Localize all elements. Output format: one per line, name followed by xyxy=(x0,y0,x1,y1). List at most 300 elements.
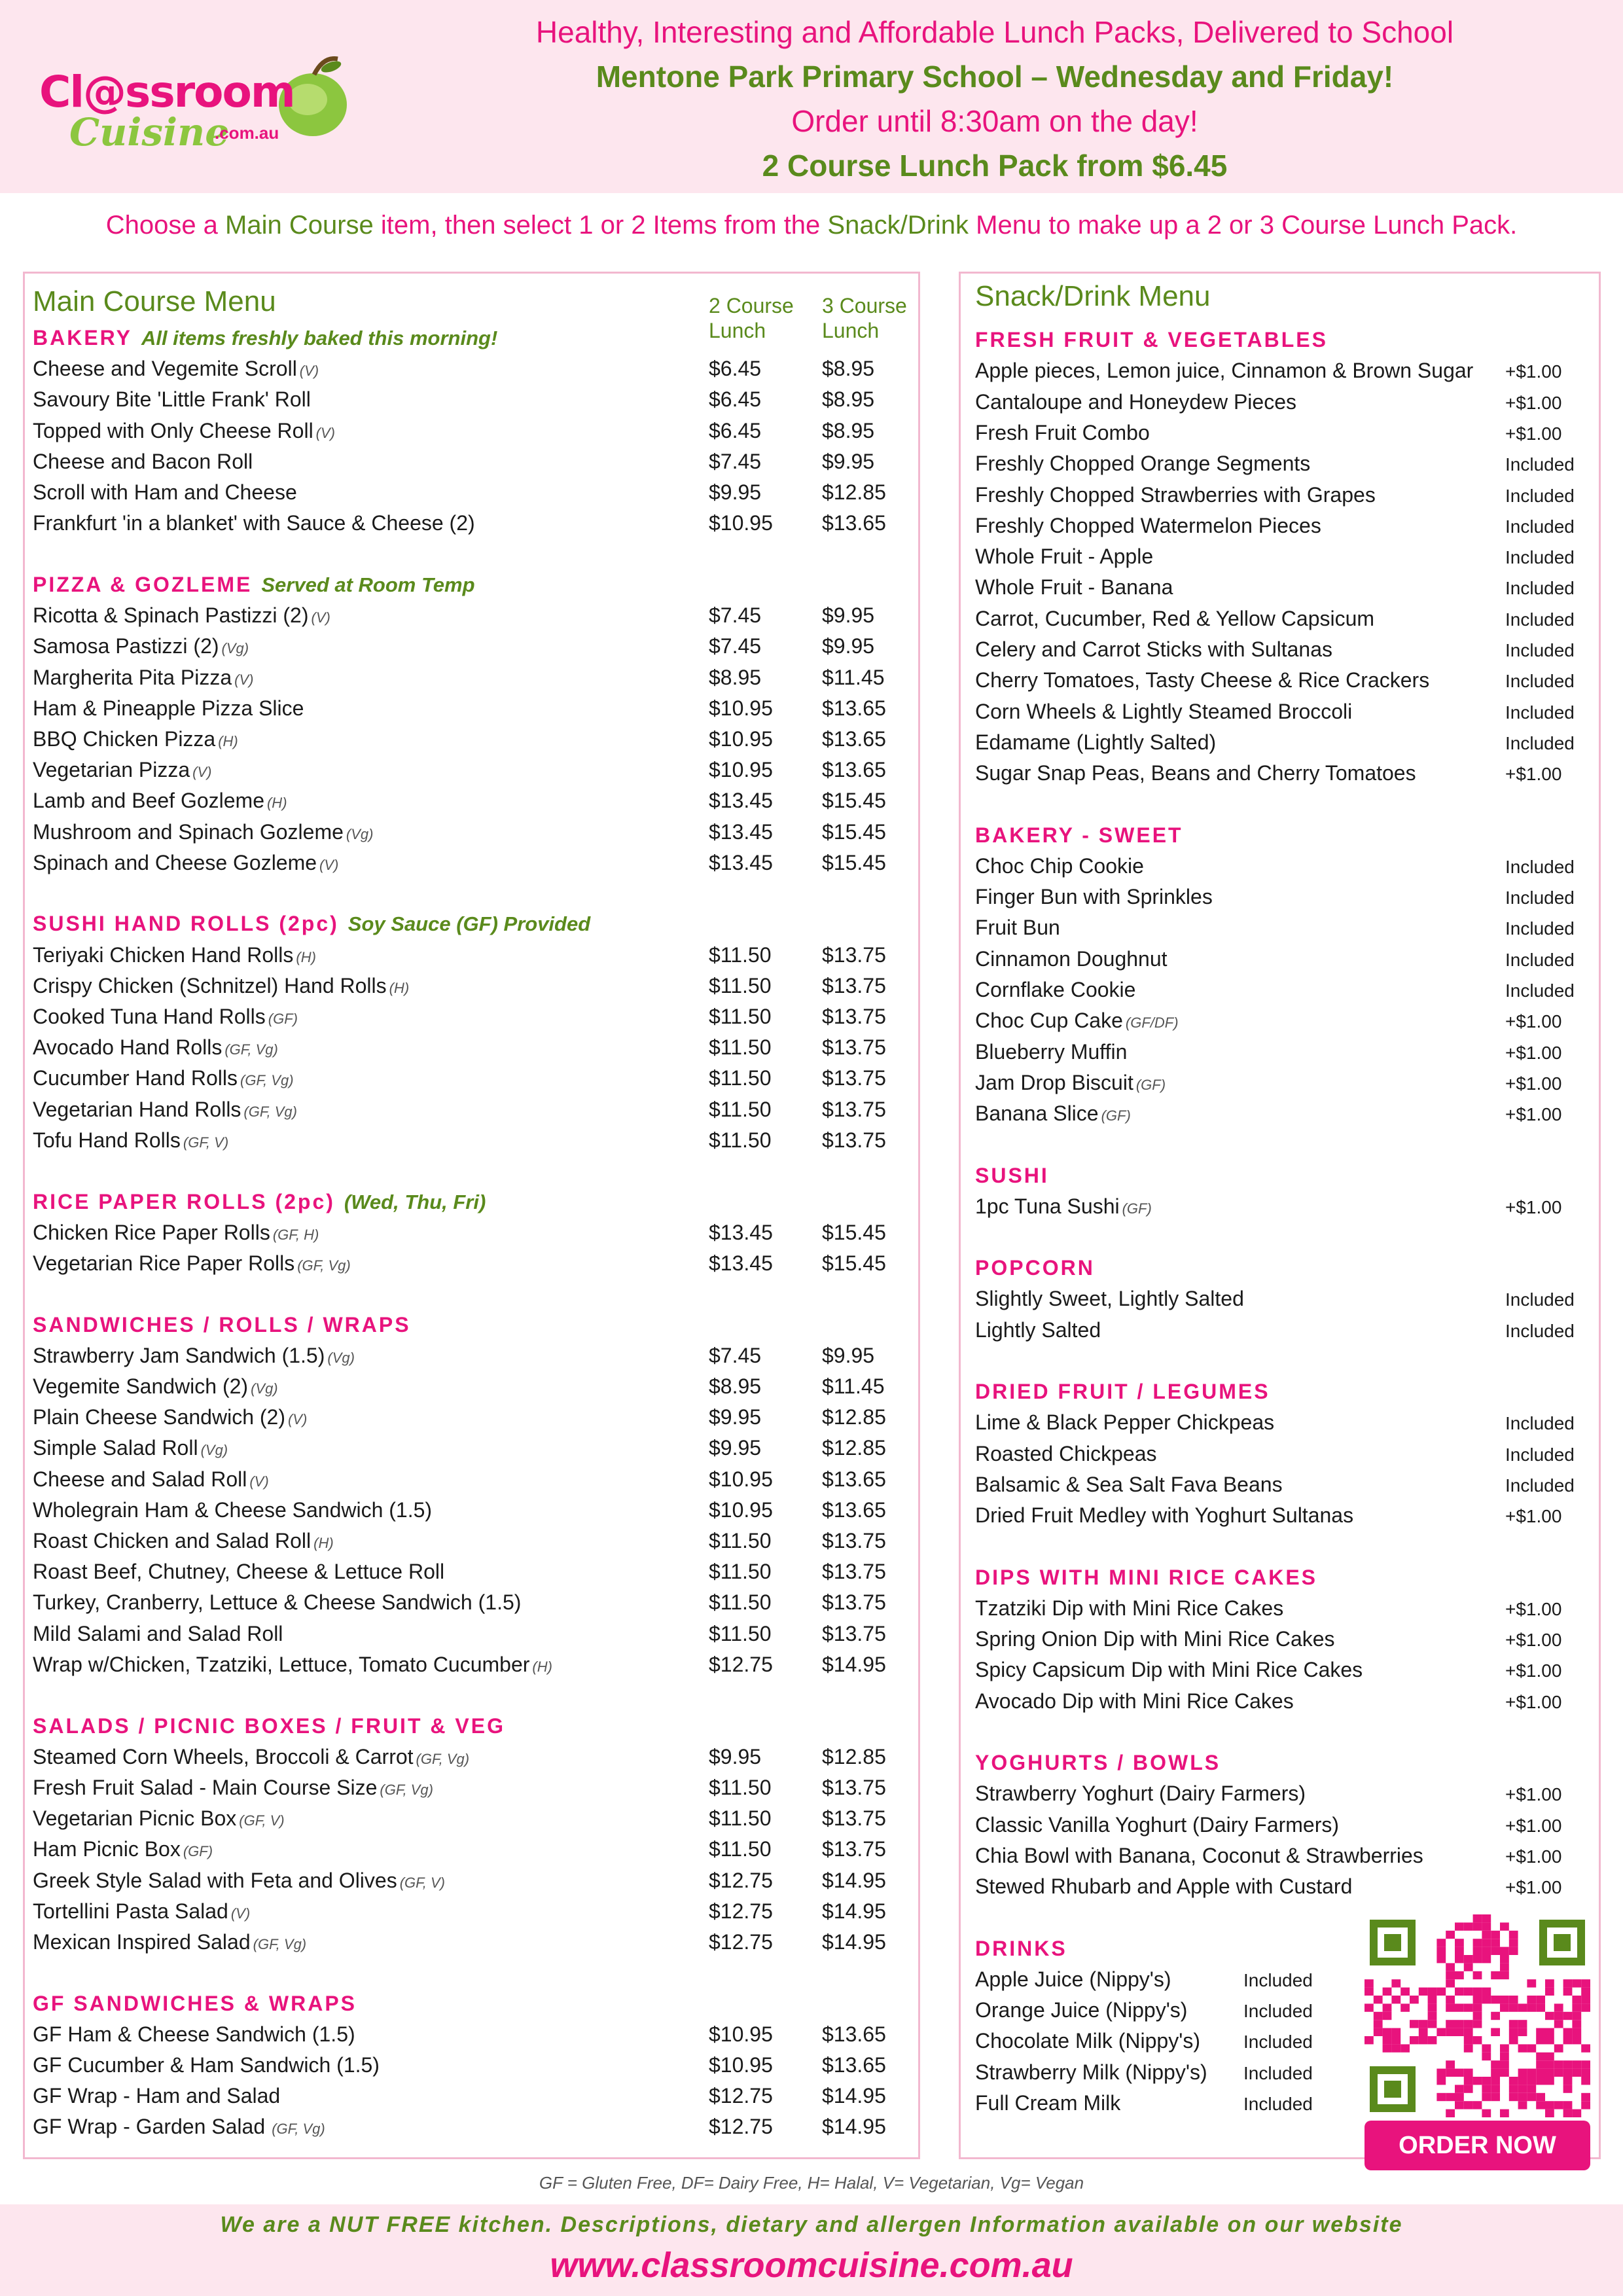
section-note: (Wed, Thu, Fri) xyxy=(344,1190,486,1213)
menu-item[interactable] xyxy=(33,387,910,418)
menu-item-name xyxy=(975,1813,1339,1837)
menu-item-name xyxy=(975,1658,1363,1682)
menu-item[interactable] xyxy=(33,820,910,850)
menu-item-label: Mushroom and Spinach Gozleme xyxy=(33,819,344,844)
menu-item[interactable] xyxy=(975,483,1590,513)
menu-item[interactable] xyxy=(33,1653,910,1683)
menu-item[interactable] xyxy=(33,2084,910,2114)
menu-item[interactable] xyxy=(975,575,1590,605)
price-2-course: $12.75 xyxy=(709,1652,773,1676)
menu-item-name xyxy=(33,387,311,412)
qr-module xyxy=(1491,2085,1500,2092)
qr-module xyxy=(1572,2020,1581,2028)
qr-module xyxy=(1518,2101,1527,2109)
menu-item[interactable] xyxy=(33,1467,910,1498)
price-3-course: $13.75 xyxy=(822,1806,886,1831)
item-price: Included xyxy=(1505,547,1575,568)
qr-module xyxy=(1464,2020,1473,2028)
qr-module xyxy=(1581,2003,1590,2011)
menu-item[interactable] xyxy=(33,1930,910,1960)
menu-item[interactable] xyxy=(975,545,1590,575)
qr-module xyxy=(1500,1922,1509,1930)
section-heading xyxy=(975,1751,1221,1775)
dietary-tag: (V) xyxy=(192,764,212,781)
menu-item-name xyxy=(33,2115,325,2139)
dietary-tag: (V) xyxy=(319,856,339,873)
menu-item[interactable] xyxy=(33,1221,910,1251)
menu-item-label: Spring Onion Dip with Mini Rice Cakes xyxy=(975,1627,1335,1651)
menu-item[interactable] xyxy=(975,1844,1590,1874)
order-now-button[interactable]: ORDER NOW xyxy=(1364,2121,1590,2170)
dietary-tag: (GF, Vg) xyxy=(416,1750,470,1767)
dietary-tag: (GF, Vg) xyxy=(297,1257,351,1274)
section-heading xyxy=(975,1566,1317,1590)
qr-module xyxy=(1428,1988,1437,1996)
qr-module xyxy=(1509,2020,1518,2028)
item-price: +$1.00 xyxy=(1505,764,1562,785)
menu-item-label: Roasted Chickpeas xyxy=(975,1441,1157,1465)
menu-item[interactable] xyxy=(33,1776,910,1806)
menu-item[interactable] xyxy=(975,1596,1590,1626)
dietary-legend: GF = Gluten Free, DF= Dairy Free, H= Halal, V= Vegetarian, Vg= Vegan xyxy=(539,2173,1084,2193)
price-3-course: $11.45 xyxy=(822,665,885,689)
menu-item[interactable] xyxy=(975,1009,1590,1039)
menu-item[interactable] xyxy=(975,1874,1590,1905)
menu-item[interactable] xyxy=(975,1503,1590,1534)
qr-module xyxy=(1464,2085,1473,2092)
menu-item-name xyxy=(975,514,1321,538)
item-price: Included xyxy=(1243,2094,1313,2114)
instructions-part: Choose a xyxy=(105,211,226,240)
menu-item-name xyxy=(975,1473,1283,1497)
dietary-tag: (V) xyxy=(234,671,254,688)
menu-item[interactable] xyxy=(33,603,910,634)
price-2-course: $10.95 xyxy=(709,1467,773,1491)
qr-module xyxy=(1473,2077,1482,2085)
qr-module xyxy=(1482,1931,1491,1939)
qr-module xyxy=(1563,2028,1573,2036)
dietary-tag: (Vg) xyxy=(346,825,374,842)
menu-item[interactable] xyxy=(33,2053,910,2083)
qr-module xyxy=(1554,2069,1563,2077)
menu-item[interactable] xyxy=(33,1344,910,1374)
dietary-tag: (GF) xyxy=(1135,1076,1166,1093)
qr-code[interactable] xyxy=(1364,1914,1590,2117)
menu-item-name xyxy=(975,1194,1152,1219)
menu-item-label: Whole Fruit - Apple xyxy=(975,545,1154,569)
qr-module xyxy=(1572,1996,1581,2003)
menu-item-name xyxy=(975,637,1332,662)
menu-item[interactable] xyxy=(975,1658,1590,1688)
qr-module xyxy=(1581,1996,1590,2003)
qr-module xyxy=(1364,2003,1374,2011)
menu-item-name xyxy=(33,1899,250,1924)
menu-item-label: Edamame (Lightly Salted) xyxy=(975,730,1217,754)
qr-module xyxy=(1436,2077,1446,2085)
menu-item-name xyxy=(33,1560,444,1584)
menu-item[interactable] xyxy=(33,1251,910,1282)
qr-module xyxy=(1455,2093,1464,2101)
qr-module xyxy=(1545,1988,1554,1996)
qr-module xyxy=(1500,1971,1509,1979)
qr-module xyxy=(1419,2036,1428,2044)
menu-item-label: Simple Salad Roll xyxy=(33,1436,198,1460)
qr-module xyxy=(1428,1996,1437,2003)
price-2-course: $6.45 xyxy=(709,387,762,412)
dietary-tag: (Vg) xyxy=(327,1349,355,1366)
menu-item[interactable] xyxy=(975,947,1590,977)
section-heading xyxy=(33,912,590,936)
menu-item-label: Chia Bowl with Banana, Coconut & Strawberries xyxy=(975,1843,1423,1867)
menu-item[interactable] xyxy=(33,1622,910,1652)
menu-item[interactable] xyxy=(33,1899,910,1929)
qr-module xyxy=(1527,1979,1536,1987)
menu-item[interactable] xyxy=(975,637,1590,668)
menu-item-label: Dried Fruit Medley with Yoghurt Sultanas xyxy=(975,1503,1354,1528)
price-3-course: $13.75 xyxy=(822,1529,886,1552)
item-price: Included xyxy=(1243,2032,1313,2053)
qr-module xyxy=(1383,1988,1392,1996)
menu-item[interactable] xyxy=(33,1436,910,1466)
menu-item-label: Wrap w/Chicken, Tzatziki, Lettuce, Tomato Cucumber xyxy=(33,1652,530,1676)
price-3-course: $13.75 xyxy=(822,1590,886,1615)
qr-module xyxy=(1581,2044,1590,2052)
menu-item-label: Carrot, Cucumber, Red & Yellow Capsicum xyxy=(975,606,1375,630)
menu-item[interactable] xyxy=(975,668,1590,698)
dietary-tag: (V) xyxy=(249,1473,269,1490)
nut-free-notice: We are a NUT FREE kitchen. Descriptions, dietary and allergen Information available on our website xyxy=(220,2212,1403,2237)
menu-item[interactable] xyxy=(975,761,1590,791)
price-3-course: $13.75 xyxy=(822,973,886,997)
section-name: YOGHURTS / BOWLS xyxy=(975,1751,1221,1774)
section-note: Served at Room Temp xyxy=(261,573,475,596)
price-3-course: $8.95 xyxy=(822,387,875,412)
section-heading xyxy=(975,1937,1067,1961)
qr-module xyxy=(1536,2101,1545,2109)
menu-item-label: Freshly Chopped Watermelon Pieces xyxy=(975,513,1321,537)
menu-item[interactable] xyxy=(33,974,910,1004)
menu-item[interactable] xyxy=(975,421,1590,451)
qr-module xyxy=(1581,2069,1590,2077)
menu-item-name xyxy=(33,1128,228,1153)
qr-module xyxy=(1536,2053,1545,2060)
menu-item[interactable] xyxy=(975,359,1590,389)
dietary-tag: (H) xyxy=(389,979,410,996)
qr-module xyxy=(1572,2003,1581,2011)
menu-item[interactable] xyxy=(33,1035,910,1066)
menu-item[interactable] xyxy=(33,1806,910,1837)
menu-item[interactable] xyxy=(33,357,910,387)
price-3-course: $9.95 xyxy=(822,449,875,473)
menu-item-name xyxy=(33,1221,319,1245)
menu-item-name xyxy=(33,1467,269,1492)
price-3-course: $13.65 xyxy=(822,1498,886,1522)
menu-item-name xyxy=(33,1653,552,1677)
menu-item-label: Tofu Hand Rolls xyxy=(33,1128,181,1152)
section-name: DRIED FRUIT / LEGUMES xyxy=(975,1380,1270,1403)
menu-item-name xyxy=(33,1374,278,1399)
qr-module xyxy=(1554,2044,1563,2052)
qr-module xyxy=(1464,2036,1473,2044)
qr-module xyxy=(1410,1996,1419,2003)
menu-item[interactable] xyxy=(975,1689,1590,1719)
menu-item[interactable] xyxy=(975,1410,1590,1441)
qr-module xyxy=(1554,2060,1563,2068)
section-heading xyxy=(975,1380,1270,1404)
menu-item[interactable] xyxy=(33,1498,910,1528)
qr-module xyxy=(1572,2109,1581,2117)
price-3-course: $15.45 xyxy=(822,1251,886,1275)
menu-item[interactable] xyxy=(33,1374,910,1405)
dietary-tag: (GF/DF) xyxy=(1125,1014,1179,1031)
menu-item-label: Cheese and Salad Roll xyxy=(33,1467,247,1491)
qr-module xyxy=(1428,2012,1437,2020)
menu-item-label: Slightly Sweet, Lightly Salted xyxy=(975,1287,1244,1311)
menu-item[interactable] xyxy=(975,1102,1590,1132)
qr-module xyxy=(1400,1988,1410,1996)
menu-item-label: Avocado Hand Rolls xyxy=(33,1035,223,1060)
menu-item[interactable] xyxy=(975,885,1590,915)
menu-item[interactable] xyxy=(975,1473,1590,1503)
qr-module xyxy=(1509,2003,1518,2011)
menu-item[interactable] xyxy=(975,1627,1590,1657)
menu-item-label: GF Wrap - Garden Salad xyxy=(33,2115,266,2139)
item-price: +$1.00 xyxy=(1505,1506,1562,1527)
menu-item-name xyxy=(33,357,319,381)
qr-module xyxy=(1473,2020,1482,2028)
item-price: +$1.00 xyxy=(1505,423,1562,444)
menu-item[interactable] xyxy=(33,727,910,757)
price-3-course: $15.45 xyxy=(822,819,886,844)
qr-module xyxy=(1455,1971,1464,1979)
page-footer xyxy=(0,2204,1623,2296)
qr-module xyxy=(1455,2028,1464,2036)
dietary-tag: (H) xyxy=(532,1658,552,1675)
menu-item[interactable] xyxy=(33,851,910,881)
menu-item[interactable] xyxy=(975,916,1590,946)
menu-item-name xyxy=(975,761,1416,785)
qr-module xyxy=(1491,2077,1500,2085)
menu-item-name xyxy=(975,1596,1283,1621)
menu-item[interactable] xyxy=(33,666,910,696)
item-price: Included xyxy=(1243,1969,1313,1990)
menu-item-name xyxy=(975,1410,1274,1435)
menu-item-label: Full Cream Milk xyxy=(975,2091,1121,2115)
menu-item[interactable] xyxy=(975,1782,1590,1812)
menu-item[interactable] xyxy=(975,1287,1590,1317)
qr-module xyxy=(1473,1914,1482,1922)
qr-module xyxy=(1509,2028,1518,2036)
menu-item-name xyxy=(33,943,316,967)
price-3-course: $9.95 xyxy=(822,1343,875,1367)
price-2-course: $12.75 xyxy=(709,1868,773,1892)
menu-item-label: Vegemite Sandwich (2) xyxy=(33,1374,249,1398)
menu-item-label: Choc Cup Cake xyxy=(975,1009,1123,1033)
menu-item[interactable] xyxy=(33,943,910,973)
menu-item[interactable] xyxy=(33,1066,910,1096)
price-2-course: $10.95 xyxy=(709,1498,773,1522)
item-price: Included xyxy=(1505,949,1575,970)
menu-item-name xyxy=(975,916,1060,940)
menu-item[interactable] xyxy=(33,1128,910,1158)
menu-item[interactable] xyxy=(33,419,910,449)
item-price: Included xyxy=(1505,888,1575,908)
menu-item-label: Finger Bun with Sprinkles xyxy=(975,885,1213,909)
price-3-course: $14.95 xyxy=(822,1929,886,1954)
menu-item-label: Topped with Only Cheese Roll xyxy=(33,418,313,442)
menu-item[interactable] xyxy=(975,1071,1590,1101)
menu-item-name xyxy=(33,2022,355,2047)
menu-item[interactable] xyxy=(975,607,1590,637)
section-note: All items freshly baked this morning! xyxy=(141,327,498,350)
menu-item[interactable] xyxy=(975,1194,1590,1225)
menu-item-name xyxy=(33,2084,280,2108)
classroom-cuisine-logo[interactable] xyxy=(39,46,366,157)
price-3-course: $13.75 xyxy=(822,1128,886,1152)
menu-item[interactable] xyxy=(33,1869,910,1899)
menu-item[interactable] xyxy=(975,452,1590,482)
header-school: Mentone Park Primary School – Wednesday and Friday! xyxy=(596,60,1394,94)
menu-item[interactable] xyxy=(33,1837,910,1867)
qr-module xyxy=(1563,2109,1573,2117)
section-heading xyxy=(975,823,1183,848)
menu-item[interactable] xyxy=(975,1813,1590,1843)
item-price: Included xyxy=(1505,918,1575,939)
menu-item[interactable] xyxy=(33,1098,910,1128)
qr-module xyxy=(1527,2069,1536,2077)
qr-module xyxy=(1482,1914,1491,1922)
item-price: Included xyxy=(1505,485,1575,506)
item-price: +$1.00 xyxy=(1505,1196,1562,1217)
price-3-course: $13.75 xyxy=(822,1005,886,1028)
menu-item[interactable] xyxy=(975,854,1590,884)
qr-module xyxy=(1545,2077,1554,2085)
menu-item[interactable] xyxy=(33,2022,910,2053)
item-price: +$1.00 xyxy=(1505,1042,1562,1063)
menu-item[interactable] xyxy=(33,511,910,541)
menu-item-name xyxy=(33,1869,445,1893)
col-3-course xyxy=(822,293,907,343)
menu-item[interactable] xyxy=(975,390,1590,420)
qr-module xyxy=(1527,2003,1536,2011)
qr-module xyxy=(1400,2044,1410,2052)
menu-item[interactable] xyxy=(33,758,910,788)
qr-module xyxy=(1545,2036,1554,2044)
menu-item-name xyxy=(975,885,1213,909)
menu-item[interactable] xyxy=(33,2115,910,2145)
dietary-tag: (H) xyxy=(218,732,238,749)
qr-module xyxy=(1509,2077,1518,2085)
qr-module xyxy=(1491,1931,1500,1939)
col-3-course-line: 3 Course xyxy=(822,294,907,317)
website-link[interactable]: www.classroomcuisine.com.au xyxy=(550,2246,1073,2285)
qr-module xyxy=(1482,2085,1491,2092)
menu-item-label: Cheese and Vegemite Scroll xyxy=(33,357,297,381)
menu-item[interactable] xyxy=(33,634,910,664)
menu-item[interactable] xyxy=(975,1040,1590,1070)
dietary-tag: (V) xyxy=(315,424,335,441)
menu-item[interactable] xyxy=(975,514,1590,544)
menu-item[interactable] xyxy=(975,1442,1590,1472)
menu-item[interactable] xyxy=(33,1529,910,1559)
menu-item-label: Fresh Fruit Combo xyxy=(975,420,1150,444)
menu-item[interactable] xyxy=(33,789,910,819)
menu-item-name xyxy=(975,575,1173,600)
menu-item-name xyxy=(33,789,287,813)
menu-item[interactable] xyxy=(33,1745,910,1775)
price-3-course: $9.95 xyxy=(822,603,875,628)
qr-module xyxy=(1473,2101,1482,2109)
qr-module xyxy=(1545,2069,1554,2077)
menu-item[interactable] xyxy=(33,696,910,726)
qr-module xyxy=(1436,1988,1446,1996)
price-2-course: $10.95 xyxy=(709,758,773,782)
menu-item[interactable] xyxy=(33,1590,910,1621)
price-3-course: $13.65 xyxy=(822,726,886,751)
dietary-tag: (Vg) xyxy=(221,640,249,657)
menu-item-label: GF Cucumber & Ham Sandwich (1.5) xyxy=(33,2053,380,2077)
item-price: +$1.00 xyxy=(1505,1877,1562,1898)
menu-item[interactable] xyxy=(33,1405,910,1435)
menu-item-name xyxy=(975,1442,1156,1466)
qr-module xyxy=(1518,2085,1527,2092)
dietary-tag: (GF, V) xyxy=(399,1874,445,1891)
qr-module xyxy=(1464,2077,1473,2085)
menu-item[interactable] xyxy=(33,480,910,511)
menu-item-label: Cooked Tuna Hand Rolls xyxy=(33,1005,266,1028)
menu-item-label: Ham & Pineapple Pizza Slice xyxy=(33,696,304,720)
dietary-tag: (V) xyxy=(287,1411,308,1428)
qr-module xyxy=(1491,1996,1500,2003)
price-2-course: $11.50 xyxy=(709,1005,772,1028)
qr-module xyxy=(1545,1979,1554,1987)
price-2-course: $9.95 xyxy=(709,1405,762,1429)
item-price: +$1.00 xyxy=(1505,1815,1562,1836)
price-3-course: $11.45 xyxy=(822,1374,885,1398)
menu-item[interactable] xyxy=(975,978,1590,1008)
price-2-course: $10.95 xyxy=(709,2053,773,2077)
menu-item-label: Greek Style Salad with Feta and Olives xyxy=(33,1868,397,1892)
menu-item-name xyxy=(975,1782,1306,1806)
menu-item-name xyxy=(975,947,1168,971)
qr-module xyxy=(1554,2012,1563,2020)
menu-item-label: Jam Drop Biscuit xyxy=(975,1070,1133,1094)
menu-item-name xyxy=(975,854,1144,878)
menu-item-name xyxy=(975,978,1135,1002)
menu-item[interactable] xyxy=(975,730,1590,761)
menu-item[interactable] xyxy=(975,1318,1590,1348)
menu-item-label: Mild Salami and Salad Roll xyxy=(33,1621,283,1645)
qr-module xyxy=(1482,2053,1491,2060)
menu-item-name xyxy=(975,668,1429,692)
section-heading xyxy=(975,1164,1049,1188)
menu-item-label: Strawberry Jam Sandwich (1.5) xyxy=(33,1343,325,1367)
qr-module xyxy=(1436,2093,1446,2101)
qr-module xyxy=(1554,2020,1563,2028)
qr-module xyxy=(1545,2053,1554,2060)
price-2-course: $13.45 xyxy=(709,850,773,874)
menu-item[interactable] xyxy=(975,700,1590,730)
menu-item-name xyxy=(975,1967,1171,1992)
price-2-course: $11.50 xyxy=(709,973,772,997)
menu-item-name xyxy=(975,483,1376,507)
menu-item[interactable] xyxy=(33,1560,910,1590)
qr-module xyxy=(1518,2044,1527,2052)
menu-item[interactable] xyxy=(33,1005,910,1035)
menu-item[interactable] xyxy=(33,450,910,480)
menu-item-label: Vegetarian Picnic Box xyxy=(33,1806,237,1831)
qr-module xyxy=(1410,2036,1419,2044)
